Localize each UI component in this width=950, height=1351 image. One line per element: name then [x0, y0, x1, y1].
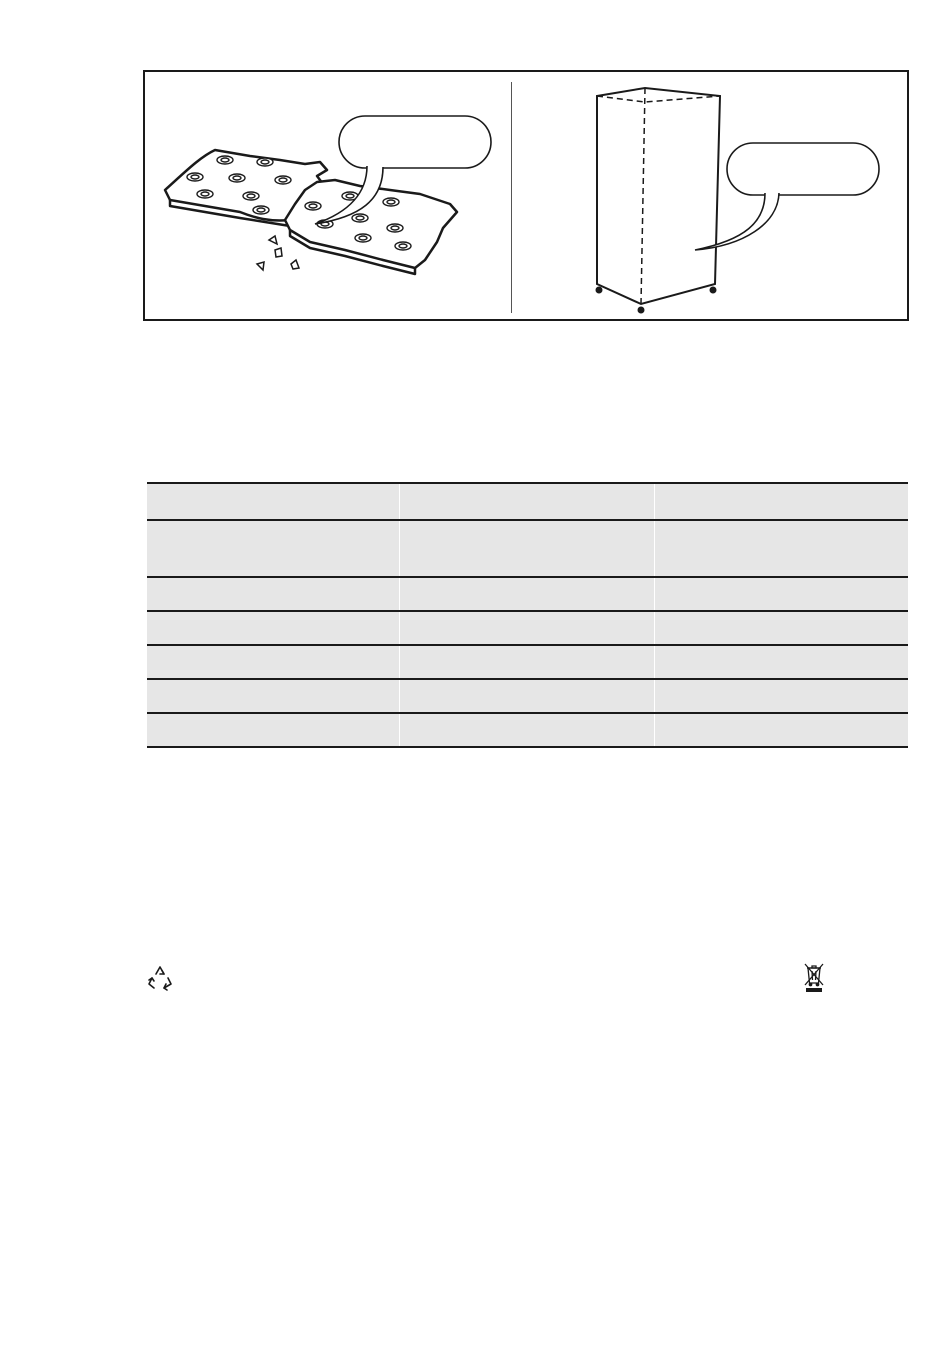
table-cell [399, 645, 654, 679]
table-cell [399, 577, 654, 611]
table-cell [147, 483, 399, 520]
table-cell [147, 713, 399, 747]
appliance-cabinet-icon [597, 88, 721, 313]
table-cell [147, 520, 399, 577]
table-cell [654, 483, 908, 520]
table-row [147, 713, 908, 747]
recycle-icon [146, 962, 174, 992]
table-row [147, 577, 908, 611]
table-cell [399, 679, 654, 713]
ice-shards-icon [257, 236, 299, 270]
table-cell [654, 577, 908, 611]
table-row [147, 483, 908, 520]
table-cell [399, 611, 654, 645]
table-cell [399, 483, 654, 520]
table-cell [147, 645, 399, 679]
table-cell [654, 713, 908, 747]
table-cell [654, 611, 908, 645]
table-cell [399, 520, 654, 577]
table-cell [399, 713, 654, 747]
table-cell [147, 577, 399, 611]
table-cell [654, 679, 908, 713]
illustration-svg [145, 72, 907, 319]
illustration-frame [143, 70, 909, 321]
right-callout-bubble [695, 143, 879, 250]
table-row [147, 645, 908, 679]
table-row [147, 679, 908, 713]
table-row [147, 611, 908, 645]
table-cell [654, 645, 908, 679]
table-cell [147, 611, 399, 645]
panel-divider [511, 82, 512, 313]
weee-crossed-bin-icon [803, 961, 825, 993]
table-cell [147, 679, 399, 713]
table-cell [654, 520, 908, 577]
table-row [147, 520, 908, 577]
spec-table [147, 482, 908, 748]
